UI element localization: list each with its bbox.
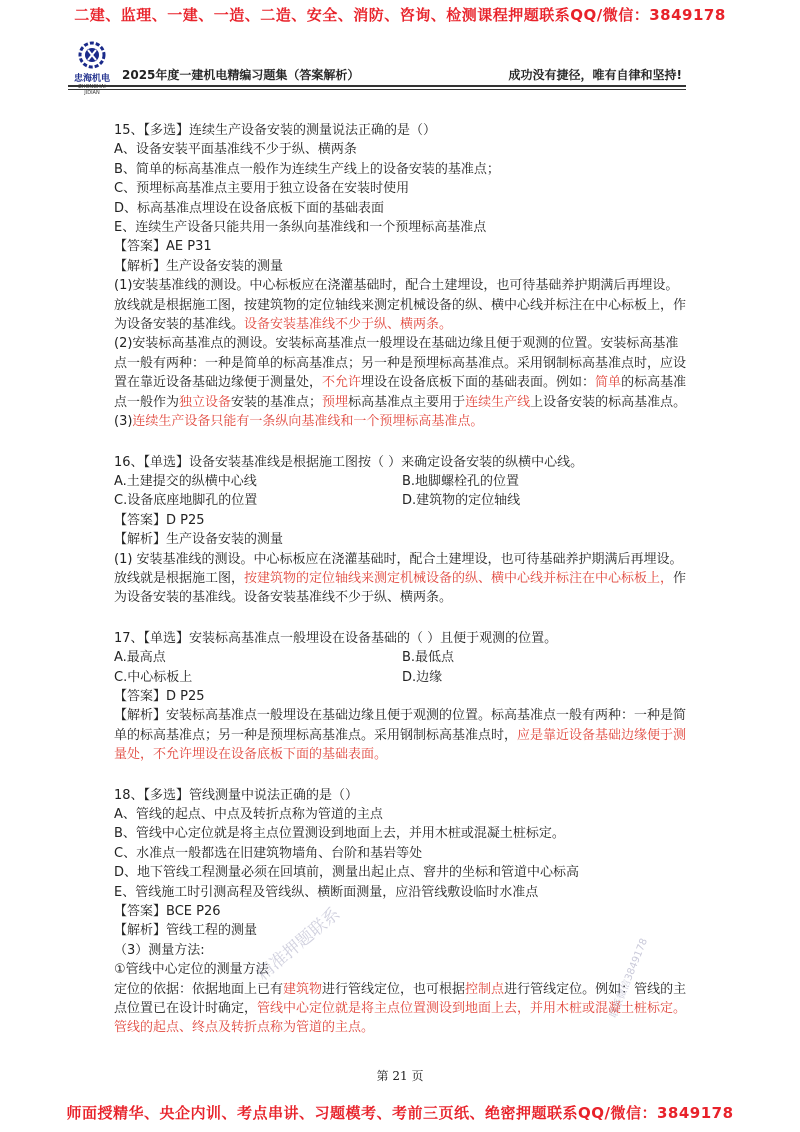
answer-line: 【答案】D P25	[114, 688, 205, 704]
option-e: E、连续生产设备只能共用一条纵向基准线和一个预埋标高基准点	[114, 220, 487, 236]
analysis-paragraph: (2)安装标高基准点的测设。安装标高基准点一般埋设在基础边缘且便于观测的位置。安装标高基准点一般有两种：一种是简单的标高基准点；另一种是预埋标高基准点。采用钢制标高基准点时，应设置在靠近设备基础边缘便于测量处，不允许埋设在设备底板下面的基础表面。例如：简单的标高基准点一般作为独立设备安装的基准点；预埋标高基准点主要用于连续生产线上设备安装的标高基准点。	[114, 336, 687, 410]
options-row	[114, 648, 690, 667]
option-b: B、管线中心定位就是将主点位置测设到地面上去，并用木桩或混凝土桩标定。	[114, 826, 565, 842]
logo-subtext: ZHONGHAI JIDIAN	[78, 84, 106, 96]
analysis-paragraph: (1)安装基准线的测设。中心标板应在浇灌基础时，配合土建埋设，也可待基础养护期满后再埋设。放线就是根据施工图，按建筑物的定位轴线来测定机械设备的纵、横中心线并标注在中心标板上，作为设备安装的基准线。设备安装基准线不少于纵、横两条。	[114, 278, 687, 333]
option-e: E、管线施工时引测高程及管线纵、横断面测量，应沿管线敷设临时水准点	[114, 884, 539, 900]
analysis-paragraph: 定位的依据：依据地面上已有建筑物进行管线定位，也可根据控制点进行管线定位。例如：管线的主点位置已在设计时确定，管线中心定位就是将主点位置测设到地面上去，并用木桩或混凝土桩标定。管线的起点、终点及转折点称为管道的主点。	[114, 981, 687, 1036]
question-stem: 17、【单选】安装标高基准点一般埋设在设备基础的（ ）且便于观测的位置。	[114, 630, 558, 646]
answer-line: 【答案】AE P31	[114, 239, 212, 255]
option-d: D、标高基准点埋设在设备底板下面的基础表面	[114, 200, 385, 216]
highlight-text: 管线中心定位就是将主点位置测设到地面上去，并用木桩或混凝土桩标定。管线的起点、终点及转折点称为管道的主点。	[114, 1001, 687, 1036]
question-stem: 16、【单选】设备安装基准线是根据施工图按（ ）来确定设备安装的纵横中心线。	[114, 454, 584, 470]
option-b: B.最低点	[402, 650, 455, 666]
spacer	[114, 608, 690, 629]
bottom-banner: 师面授精华、央企内训、考点串讲、习题模考、考前三页纸、绝密押题联系QQ/微信：3849178	[66, 1104, 734, 1122]
options-row	[114, 668, 690, 687]
highlight-text: 连续生产设备只能有一条纵向基准线和一个预埋标高基准点。	[132, 414, 484, 430]
analysis-subheading: （3）测量方法:	[114, 942, 205, 958]
option-c: C.中心标板上	[114, 669, 193, 685]
option-a: A.土建提交的纵横中心线	[114, 473, 257, 489]
options-row	[114, 472, 690, 491]
spacer	[114, 765, 690, 786]
watermark: 联系微信3849178	[608, 936, 651, 1020]
document-title: 2025年度一建机电精编习题集（答案解析）	[122, 68, 360, 82]
logo-text: 忠海机电	[73, 74, 110, 84]
question-16	[114, 453, 690, 608]
option-b: B.地脚螺栓孔的位置	[402, 473, 520, 489]
header-divider	[68, 85, 686, 87]
analysis-paragraph: (3)连续生产设备只能有一条纵向基准线和一个预埋标高基准点。	[114, 414, 484, 430]
option-a: A、管线的起点、中点及转折点称为管道的主点	[114, 807, 383, 822]
option-c: C、水准点一般都选在旧建筑物墙角、台阶和基岩等处	[114, 845, 423, 861]
option-d: D.建筑物的定位轴线	[402, 493, 521, 509]
header-motto: 成功没有捷径，唯有自律和坚持!	[508, 68, 682, 82]
spacer	[114, 432, 690, 453]
option-b: B、简单的标高基准点一般作为连续生产线上的设备安装的基准点；	[114, 161, 500, 177]
header-divider-thin	[68, 89, 686, 90]
analysis-paragraph: 【解析】安装标高基准点一般埋设在基础边缘且便于观测的位置。标高基准点一般有两种：一种是简单的标高基准点；另一种是预埋标高基准点。采用钢制标高基准点时，应是靠近设备基础边缘便于测量处，不允许埋设在设备底板下面的基础表面。	[114, 708, 687, 763]
highlight-text: 按建筑物的定位轴线来测定机械设备的纵、横中心线并标注在中心标板上，	[244, 570, 674, 586]
question-stem: 18、【多选】管线测量中说法正确的是（）	[114, 787, 359, 803]
option-a: A.最高点	[114, 650, 166, 666]
question-15	[114, 121, 690, 432]
option-d: D.边缘	[402, 669, 443, 685]
option-a: A、设备安装平面基准线不少于纵、横两条	[114, 142, 357, 158]
question-18	[114, 786, 690, 1038]
analysis-title: 【解析】生产设备安装的测量	[114, 258, 284, 274]
highlight-text: 应是靠近设备基础边缘便于测量处，不允许埋设在设备底板下面的基础表面。	[114, 727, 687, 763]
analysis-subheading: ①管线中心定位的测量方法	[114, 962, 269, 978]
gear-logo-icon	[74, 40, 110, 70]
answer-line: 【答案】D P25	[114, 512, 205, 528]
analysis-paragraph: (1) 安装基准线的测设。中心标板应在浇灌基础时，配合土建埋设，也可待基础养护期满后再埋设。放线就是根据施工图，按建筑物的定位轴线来测定机械设备的纵、横中心线并标注在中心标板上，作为设备安装的基准线。设备安装基准线不少于纵、横两条。	[114, 551, 687, 606]
company-logo	[70, 40, 114, 96]
highlight-text: 设备安装基准线不少于纵、横两条。	[244, 317, 453, 333]
option-c: C.设备底座地脚孔的位置	[114, 493, 258, 509]
options-row	[114, 491, 690, 510]
answer-line: 【答案】BCE P26	[114, 904, 221, 920]
question-17	[114, 629, 690, 765]
analysis-title: 【解析】管线工程的测量	[114, 923, 258, 939]
watermark: 精准押题联系	[253, 903, 345, 985]
page-number: 第 21 页	[376, 1069, 424, 1083]
option-c: C、预埋标高基准点主要用于独立设备在安装时使用	[114, 181, 410, 197]
top-banner: 二建、监理、一建、一造、二造、安全、消防、咨询、检测课程押题联系QQ/微信：3849178	[74, 6, 726, 24]
analysis-title: 【解析】生产设备安装的测量	[114, 532, 284, 548]
option-d: D、地下管线工程测量必须在回填前，测量出起止点、窨井的坐标和管道中心标高	[114, 865, 580, 881]
page-content	[114, 121, 690, 1038]
question-stem: 15、【多选】连续生产设备安装的测量说法正确的是（）	[114, 123, 437, 138]
